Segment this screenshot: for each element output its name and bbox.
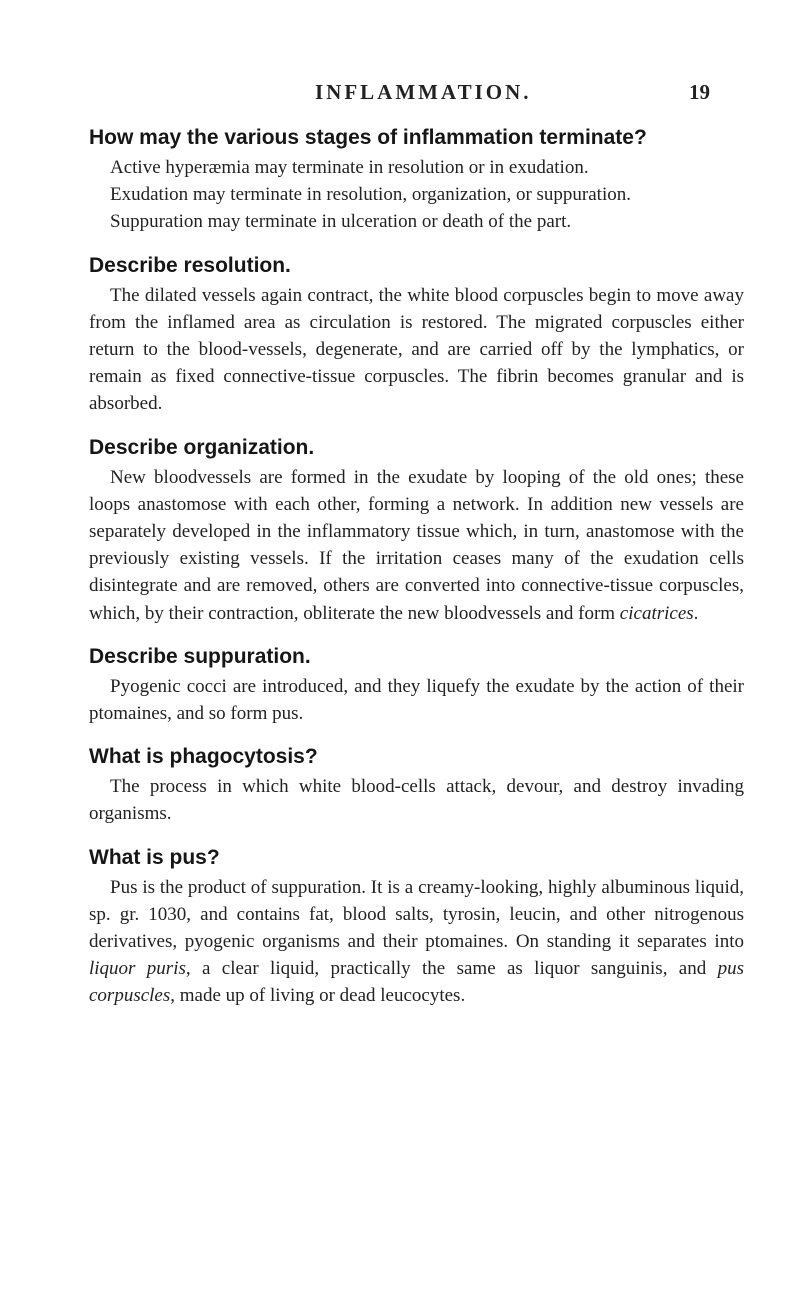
qa-suppuration — [89, 643, 744, 727]
answer-paragraph — [89, 464, 744, 627]
page-body — [89, 124, 744, 1026]
answer-paragraph — [89, 874, 744, 1010]
question-heading: What is phagocytosis? — [89, 745, 318, 769]
question-heading: Describe resolution. — [89, 253, 291, 277]
answer-paragraph: Active hyperæmia may terminate in resolution or in exudation. — [110, 157, 589, 178]
question-heading: Describe suppuration. — [89, 644, 311, 668]
question-heading: Describe organization. — [89, 435, 315, 459]
answer-text: , a clear liquid, practically the same as liquor sanguinis, and — [185, 958, 707, 980]
qa-pus — [89, 844, 744, 1010]
punctuation: . — [693, 602, 699, 624]
qa-resolution — [89, 252, 744, 418]
answer-paragraph: The process in which white blood-cells attack, devour, and destroy invading organisms. — [89, 776, 744, 825]
answer-text: Pus is the product of suppuration. It is a creamy-looking, highly albuminous liquid, sp. gr. 1030, and contains fat, blood salts, tyrosin, leucin, and other nitrogenous derivatives, pyogenic organisms and their ptomaines. On standing it separates into — [89, 876, 744, 953]
running-head — [0, 80, 800, 110]
answer-paragraph: Suppuration may terminate in ulceration or death of the part. — [110, 211, 572, 233]
qa-organization — [89, 434, 744, 627]
question-heading: How may the various stages of inflammation terminate? — [89, 126, 647, 149]
answer-text: New bloodvessels are formed in the exudate by looping of the old ones; these loops anastomose with each other, forming a network. In addition new vessels are separately developed in the inflammatory tissue which, in turn, anastomose with the previously existing vessels. If the irritation ceases many of the exudation cells disintegrate and are removed, others are converted into connective-tissue corpuscles, which, by their contraction, obliterate the new bloodvessels and form — [89, 466, 744, 624]
answer-paragraph: The dilated vessels again contract, the white blood corpuscles begin to move away from the inflamed area as circulation is restored. The migrated corpuscles either return to the blood-vessels, degenerate, and are carried off by the lymphatics, or remain as fixed connective-tissue corpuscles. The fibrin becomes granular and is absorbed. — [89, 284, 744, 415]
qa-phagocytosis — [89, 743, 744, 827]
page-number: 19 — [689, 80, 710, 104]
question-heading: What is pus? — [89, 845, 220, 869]
answer-paragraph: Exudation may terminate in resolution, organization, or suppuration. — [110, 184, 631, 206]
answer-text: , made up of living or dead leucocytes. — [170, 985, 466, 1007]
italic-term: liquor puris — [89, 958, 186, 980]
running-title: INFLAMMATION. — [315, 80, 532, 104]
italic-term: cicatrices — [619, 602, 694, 624]
italic-term: pus corpuscles — [89, 958, 744, 1007]
qa-terminate — [89, 124, 744, 236]
answer-paragraph: Pyogenic cocci are introduced, and they liquefy the exudate by the action of their ptomaines, and so form pus. — [89, 675, 744, 725]
